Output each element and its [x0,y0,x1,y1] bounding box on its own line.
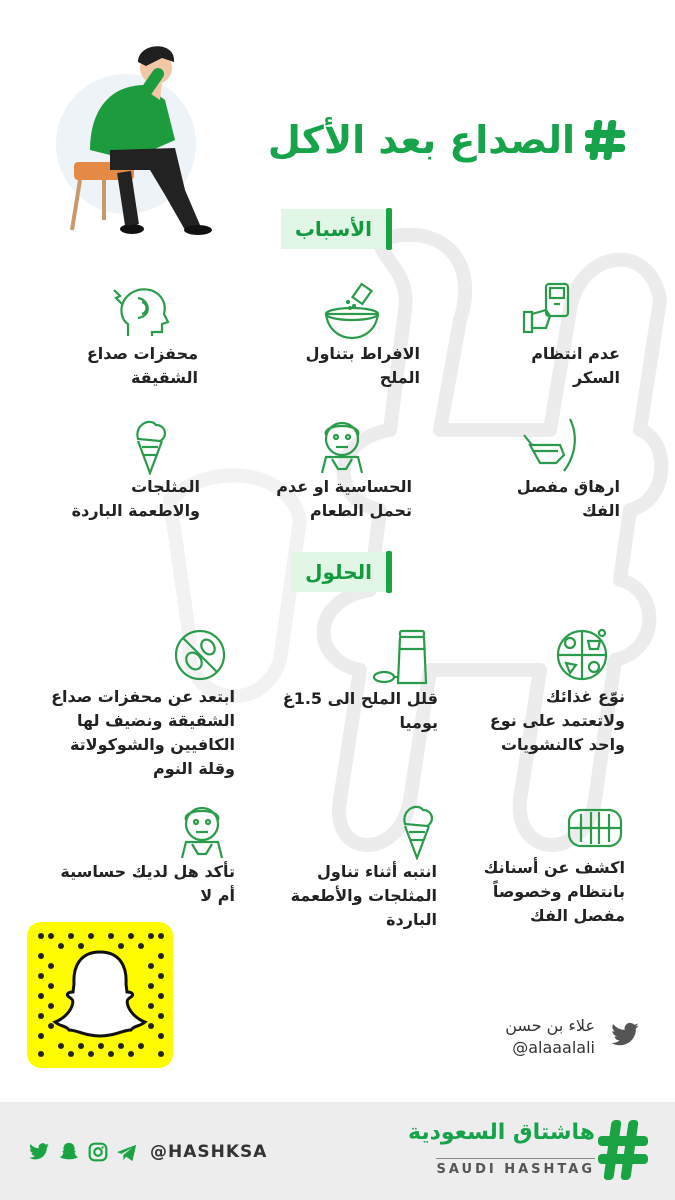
causes-heading-label: الأسباب [281,209,386,249]
allergy-face-icon [172,800,232,860]
brand-hash-icon [598,1118,648,1182]
solution-item-variety [460,625,625,757]
cause-label: عدم انتظام السكر [531,344,620,387]
solution-item-triggers [45,625,235,781]
ghost-icon [55,952,145,1036]
hash-icon [585,118,625,162]
cause-item-salt [280,280,420,390]
twitter-icon[interactable] [610,1022,640,1048]
snapcode[interactable] [27,922,173,1068]
solution-label: تأكد هل لديك حساسية أم لا [60,862,235,905]
varied-food-icon [552,625,612,685]
solution-label: ابتعد عن محفزات صداع الشقيقة ونضيف لها الكافيين والشوكولاتة وقلة النوم [51,687,235,778]
author-name: علاء بن حسن [505,1016,595,1035]
allergy-face-icon [312,415,372,475]
brand-name-english: SAUDI HASHTAG [436,1158,595,1177]
solution-item-cold [272,800,437,932]
salt-jar-icon [370,625,430,687]
solution-label: اكشف عن أسنانك بانتظام وخصوصاً مفصل الفك [483,858,625,925]
cause-label: محفزات صداع الشقيقة [86,344,198,387]
title-text: الصداع بعد الأكل [267,118,575,162]
ice-cream-icon [130,415,170,475]
instagram-icon[interactable] [88,1142,108,1162]
telegram-icon[interactable] [116,1143,138,1163]
migraine-head-icon [108,280,172,342]
footer-handle[interactable]: @HASHKSA [150,1142,268,1162]
glucose-meter-icon [520,280,580,342]
solution-label: نوّع غذائك ولاتعتمد على نوع واحد كالنشويات [489,687,625,754]
sad-person-illustration [50,40,230,240]
solutions-heading-label: الحلول [291,552,386,592]
author-handle[interactable]: @alaaalali [512,1038,595,1057]
cause-label: الحساسية او عدم تحمل الطعام [276,477,412,520]
cause-item-icecream [60,415,200,523]
cause-item-sugar [490,280,620,390]
page-title [255,110,625,170]
solution-label: انتبه أثناء تناول المثلجات والأطعمة الباردة [290,862,437,929]
cause-label: المثلجات والاطعمة الباردة [71,477,200,520]
ice-cream-icon [397,800,437,860]
salt-bowl-icon [320,280,384,342]
solution-item-salt [270,625,438,735]
solution-label: قلل الملح الى 1.5غ يوميا [282,689,438,732]
author-block [505,1015,595,1059]
solution-item-allergy [50,800,235,908]
brand-name-arabic: هاشتاق السعودية [407,1120,595,1145]
twitter-icon[interactable] [28,1143,50,1161]
jaw-icon [520,415,580,475]
cause-item-jaw [490,415,620,523]
snapcode-dots [27,922,173,1068]
solutions-heading [291,551,392,593]
snapchat-icon[interactable] [58,1141,80,1163]
teeth-icon [565,800,625,856]
section-bar [386,208,392,250]
cause-label: الافراط بتناول الملح [305,344,420,387]
solution-item-teeth [470,800,625,928]
section-bar [386,551,392,593]
cause-item-allergy [262,415,412,523]
cause-item-migraine [78,280,198,390]
causes-heading [281,208,392,250]
cause-label: ارهاق مفصل الفك [516,477,620,520]
no-caffeine-icon [170,625,230,685]
